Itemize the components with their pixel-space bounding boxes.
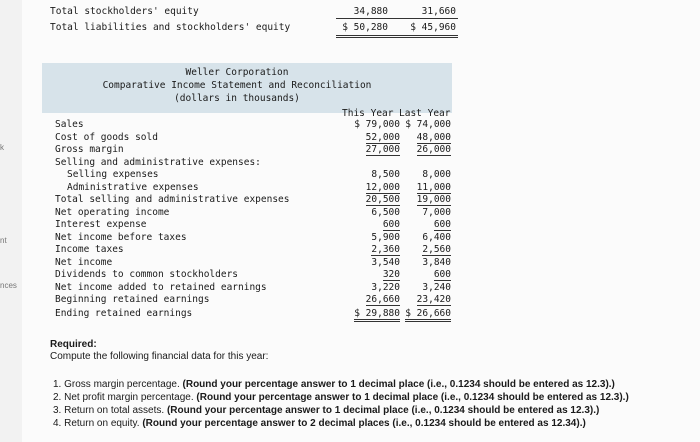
row-label: Total liabilities and stockholders' equity — [50, 22, 291, 33]
statement-units: (dollars in thousands) — [174, 93, 300, 104]
this-year-value: 2,360 — [371, 244, 400, 255]
this-year-value: 6,500 — [371, 206, 400, 218]
row-label: Cost of goods sold — [55, 131, 158, 143]
row-total-sga — [55, 194, 455, 207]
total-double-rule — [336, 35, 458, 38]
row-gross-margin — [55, 144, 455, 157]
this-year-value: $ 50,280 — [342, 22, 388, 33]
subtotal-rule — [336, 18, 458, 19]
this-year-value: 8,500 — [371, 169, 400, 180]
item-note: (Round your percentage answer to 2 decimal places (i.e., 0.1234 should be entered as 12.34).) — [142, 418, 586, 429]
row-label: Selling and administrative expenses: — [55, 156, 261, 168]
edge-label-1: k — [0, 143, 4, 152]
last-year-value: 600 — [433, 219, 451, 230]
row-sga-heading — [55, 157, 455, 170]
last-year-value: $ 26,660 — [405, 308, 451, 322]
row-label: Total selling and administrative expenses — [55, 194, 290, 205]
last-year-value: 7,000 — [422, 206, 451, 218]
row-income-taxes — [55, 244, 455, 257]
last-year-value: $ 74,000 — [405, 119, 451, 130]
edge-label-2: nt — [0, 236, 7, 245]
this-year-value: 34,880 — [353, 6, 388, 17]
row-label: Income taxes — [55, 244, 124, 255]
requirement-item-1 — [53, 379, 615, 390]
this-year-value: 600 — [382, 219, 400, 230]
row-net-income-to-retained — [55, 282, 455, 295]
row-sales — [55, 119, 455, 132]
this-year-value: 5,900 — [371, 231, 400, 243]
this-year-value: 52,000 — [365, 131, 400, 143]
requirement-item-3 — [53, 405, 599, 416]
row-label: Net income — [55, 256, 113, 268]
this-year-value: 3,540 — [371, 256, 400, 268]
last-year-value: $ 45,960 — [410, 22, 456, 33]
item-note: (Round your percentage answer to 1 decimal place (i.e., 0.1234 should be entered as 12.3).) — [196, 392, 629, 403]
item-text: 1. Gross margin percentage. — [53, 379, 183, 390]
item-note: (Round your percentage answer to 1 decimal place (i.e., 0.1234 should be entered as 12.3).) — [182, 379, 615, 390]
row-label: Administrative expenses — [67, 181, 199, 193]
row-net-income — [55, 257, 455, 270]
required-heading — [50, 339, 97, 350]
this-year-value: $ 79,000 — [354, 119, 400, 130]
row-label: Sales — [55, 119, 84, 130]
row-label: Gross margin — [55, 144, 124, 155]
last-year-value: 2,560 — [422, 244, 451, 255]
last-year-value: 19,000 — [416, 194, 451, 205]
last-year-value: 6,400 — [422, 231, 451, 243]
last-year-value: 8,000 — [422, 169, 451, 180]
statement-title: Comparative Income Statement and Reconciliation — [102, 80, 372, 91]
row-interest-expense — [55, 219, 455, 232]
required-heading-text: Required: — [50, 339, 97, 350]
row-label: Net income added to retained earnings — [55, 281, 267, 293]
company-name: Weller Corporation — [185, 67, 289, 78]
row-label: Ending retained earnings — [55, 308, 193, 319]
this-year-value: $ 29,880 — [354, 308, 400, 322]
item-text: 4. Return on equity. — [53, 418, 143, 429]
item-note: (Round your percentage answer to 1 decimal place (i.e., 0.1234 should be entered as 12.3).) — [166, 405, 600, 416]
this-year-value: 12,000 — [365, 181, 400, 193]
item-text: 3. Return on total assets. — [53, 405, 167, 416]
row-label: Dividends to common stockholders — [55, 269, 239, 280]
row-label: Beginning retained earnings — [55, 294, 210, 305]
requirement-item-2 — [53, 392, 629, 403]
row-net-operating-income — [55, 207, 455, 220]
last-year-value: 3,840 — [422, 256, 451, 268]
row-ending-retained — [55, 308, 455, 321]
this-year-value: 320 — [382, 269, 400, 280]
last-year-value: 600 — [433, 269, 451, 280]
left-panel-edge — [0, 0, 22, 442]
statement-header-box — [42, 63, 452, 113]
row-selling-expenses — [55, 169, 455, 182]
total-liabilities-equity-row — [50, 22, 460, 35]
last-year-value: 11,000 — [416, 181, 451, 193]
row-admin-expenses — [55, 182, 455, 195]
col-last-year: Last Year — [399, 108, 451, 119]
last-year-value: 48,000 — [416, 131, 451, 143]
required-intro: Compute the following financial data for this year: — [50, 351, 269, 362]
row-dividends — [55, 269, 455, 282]
row-label: Net income before taxes — [55, 231, 187, 243]
row-net-income-before-taxes — [55, 232, 455, 245]
this-year-value: 27,000 — [365, 144, 400, 155]
this-year-value: 20,500 — [365, 194, 400, 205]
row-label: Net operating income — [55, 206, 170, 218]
last-year-value: 26,000 — [416, 144, 451, 155]
row-cogs — [55, 132, 455, 145]
last-year-value: 3,240 — [422, 281, 451, 293]
col-this-year: This Year — [342, 108, 394, 119]
last-year-value: 23,420 — [416, 294, 451, 305]
item-text: 2. Net profit margin percentage. — [53, 392, 197, 403]
row-label: Total stockholders' equity — [50, 6, 199, 17]
this-year-value: 26,660 — [365, 294, 400, 305]
row-label: Selling expenses — [67, 169, 159, 180]
row-beginning-retained — [55, 294, 455, 307]
this-year-value: 3,220 — [371, 281, 400, 293]
last-year-value: 31,660 — [421, 6, 456, 17]
requirement-item-4 — [53, 418, 586, 429]
row-label: Interest expense — [55, 219, 147, 230]
edge-label-3: nces — [0, 281, 17, 290]
